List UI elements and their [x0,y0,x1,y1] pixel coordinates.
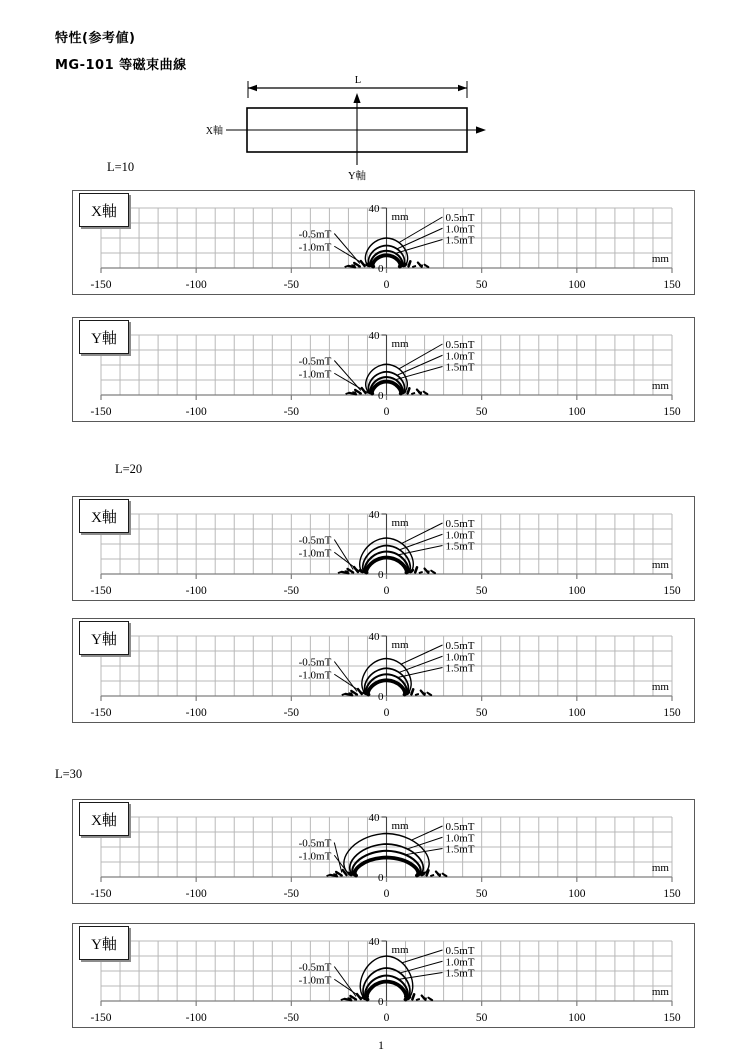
contour-label-positive: 1.5mT [445,234,475,247]
x-tick-label: 0 [383,707,390,719]
flux-contour-chart-L=30-y [72,923,695,1028]
contour-label-negative: -1.0mT [298,368,332,381]
chart-axis-title-box [79,926,129,960]
x-tick-label: 150 [663,279,681,291]
y-zero-label: 0 [378,996,384,1008]
y-max-label: 40 [368,509,380,521]
x-tick-label: -50 [283,1012,300,1024]
negative-contour-dash [408,388,410,393]
x-tick-label: 150 [663,888,681,900]
x-tick-label: -100 [185,406,207,418]
chart-axis-title: X軸 [91,509,117,526]
x-axis-unit-label: mm [651,559,669,571]
chart-axis-title: Y軸 [91,631,117,648]
x-tick-label: -150 [90,585,112,597]
chart-axis-title-box [79,802,129,836]
chart-axis-title: Y軸 [91,330,117,347]
dimension-arrow-left-icon [248,85,257,91]
y-zero-label: 0 [378,390,384,402]
y-axis-unit-label: mm [391,944,409,956]
x-tick-label: 50 [475,585,488,597]
y-zero-label: 0 [378,569,384,581]
section-label-l30: L=30 [55,767,83,781]
y-zero-label: 0 [378,263,384,275]
x-tick-label: 0 [383,888,390,900]
chart-axis-title-box [79,320,129,354]
negative-contour-dash [409,261,411,266]
flux-contour-chart-L=20-y [72,618,695,723]
contour-label-positive: 1.0mT [445,651,475,664]
x-tick-label: 100 [568,888,586,900]
x-tick-label: -100 [185,279,207,291]
x-tick-label: -100 [185,707,207,719]
x-tick-label: -50 [283,707,300,719]
x-tick-label: -150 [90,406,112,418]
contour-label-positive: 0.5mT [445,821,475,833]
x-tick-label: 50 [475,279,488,291]
y-max-label: 40 [368,631,380,643]
x-tick-label: -100 [185,888,207,900]
y-max-label: 40 [368,936,380,948]
chart-axis-title: X軸 [91,203,117,220]
y-zero-label: 0 [378,872,384,884]
contour-label-negative: -0.5mT [298,961,332,974]
contour-label-negative: -1.0mT [298,241,332,254]
contour-label-positive: 0.5mT [445,339,475,351]
dimension-length-label: L [354,75,362,86]
contour-label-positive: 1.0mT [445,529,475,542]
section-label-l20: L=20 [115,462,143,476]
chart-axis-title: X軸 [91,812,117,829]
leader-line [412,826,443,840]
x-axis-unit-label: mm [651,862,669,874]
chart-plot [73,800,696,905]
diagram-y-axis-label: Y軸 [347,171,367,182]
dimension-arrow-right-icon [458,85,467,91]
x-tick-label: 150 [663,1012,681,1024]
contour-label-positive: 1.5mT [445,540,475,553]
contour-label-positive: 0.5mT [445,640,475,652]
leader-line [334,373,368,393]
chart-plot [73,619,696,724]
contour-label-negative: -0.5mT [298,837,332,850]
x-tick-label: 50 [475,406,488,418]
x-axis-unit-label: mm [651,681,669,693]
negative-contour-dash [427,870,429,875]
x-tick-label: 50 [475,1012,488,1024]
leader-line [334,674,364,694]
x-tick-label: 50 [475,707,488,719]
contour-label-positive: 0.5mT [445,518,475,530]
x-tick-label: 100 [568,1012,586,1024]
y-zero-label: 0 [378,691,384,703]
x-tick-label: 0 [383,406,390,418]
x-tick-label: 100 [568,406,586,418]
page-title: 特性(参考値) [55,31,136,46]
contour-label-positive: 1.0mT [445,223,475,236]
flux-contour-chart-L=10-y [72,317,695,422]
contour-label-negative: -1.0mT [298,547,332,560]
contour-label-positive: 1.5mT [445,967,475,980]
x-tick-label: 150 [663,707,681,719]
contour-label-negative: -1.0mT [298,669,332,682]
contour-label-negative: -1.0mT [298,974,332,987]
x-tick-label: 150 [663,585,681,597]
contour-label-negative: -0.5mT [298,534,332,547]
leader-line [334,979,363,999]
x-tick-label: -50 [283,279,300,291]
x-tick-label: -150 [90,707,112,719]
chart-plot [73,318,696,423]
x-tick-label: -100 [185,585,207,597]
x-tick-label: 0 [383,1012,390,1024]
x-tick-label: 150 [663,406,681,418]
x-tick-label: 100 [568,279,586,291]
y-axis-arrow-icon [353,93,360,103]
x-tick-label: 100 [568,585,586,597]
magnet-dimension-diagram [180,72,520,190]
x-axis-unit-label: mm [651,253,669,265]
flux-contour-chart-L=30-x [72,799,695,904]
chart-plot [73,924,696,1029]
flux-contour-chart-L=20-x [72,496,695,601]
y-axis-unit-label: mm [391,338,409,350]
y-max-label: 40 [368,812,380,824]
flux-contour-chart-L=10-x [72,190,695,295]
contour-label-positive: 1.5mT [445,662,475,675]
page-number: 1 [378,1038,384,1052]
negative-contour-dash [415,567,417,572]
leader-line [397,668,442,678]
x-tick-label: -150 [90,888,112,900]
contour-label-positive: 0.5mT [445,945,475,957]
leader-line [398,546,442,555]
x-axis-unit-label: mm [651,986,669,998]
x-axis-arrow-icon [476,126,486,133]
diagram-x-axis-label: X軸 [205,126,223,137]
chart-axis-title-box [79,621,129,655]
contour-label-negative: -0.5mT [298,656,332,669]
y-axis-unit-label: mm [391,820,409,832]
x-tick-label: -100 [185,1012,207,1024]
chart-axis-title-box [79,499,129,533]
contour-label-positive: 1.5mT [445,361,475,374]
section-label-l10: L=10 [107,160,135,174]
y-axis-unit-label: mm [391,639,409,651]
chart-plot [73,497,696,602]
y-max-label: 40 [368,203,380,215]
y-axis-unit-label: mm [391,211,409,223]
x-tick-label: -50 [283,888,300,900]
x-axis-unit-label: mm [651,380,669,392]
x-tick-label: -50 [283,406,300,418]
chart-axis-title-box [79,193,129,227]
contour-label-positive: 1.0mT [445,956,475,969]
y-max-label: 40 [368,330,380,342]
contour-label-negative: -0.5mT [298,228,332,241]
chart-axis-title: Y軸 [91,936,117,953]
contour-label-negative: -1.0mT [298,850,332,863]
contour-label-positive: 0.5mT [445,212,475,224]
chart-plot [73,191,696,296]
contour-label-positive: 1.0mT [445,832,475,845]
x-tick-label: -150 [90,279,112,291]
y-axis-unit-label: mm [391,517,409,529]
negative-contour-dash [411,689,413,694]
negative-contour-dash [412,994,414,999]
x-tick-label: -50 [283,585,300,597]
x-tick-label: 0 [383,279,390,291]
page-subtitle: MG-101 等磁束曲線 [55,58,187,73]
contour-label-positive: 1.0mT [445,350,475,363]
contour-label-negative: -0.5mT [298,355,332,368]
x-tick-label: 100 [568,707,586,719]
leader-line [334,246,367,266]
x-tick-label: 0 [383,585,390,597]
x-tick-label: 50 [475,888,488,900]
contour-label-positive: 1.5mT [445,843,475,856]
x-tick-label: -150 [90,1012,112,1024]
